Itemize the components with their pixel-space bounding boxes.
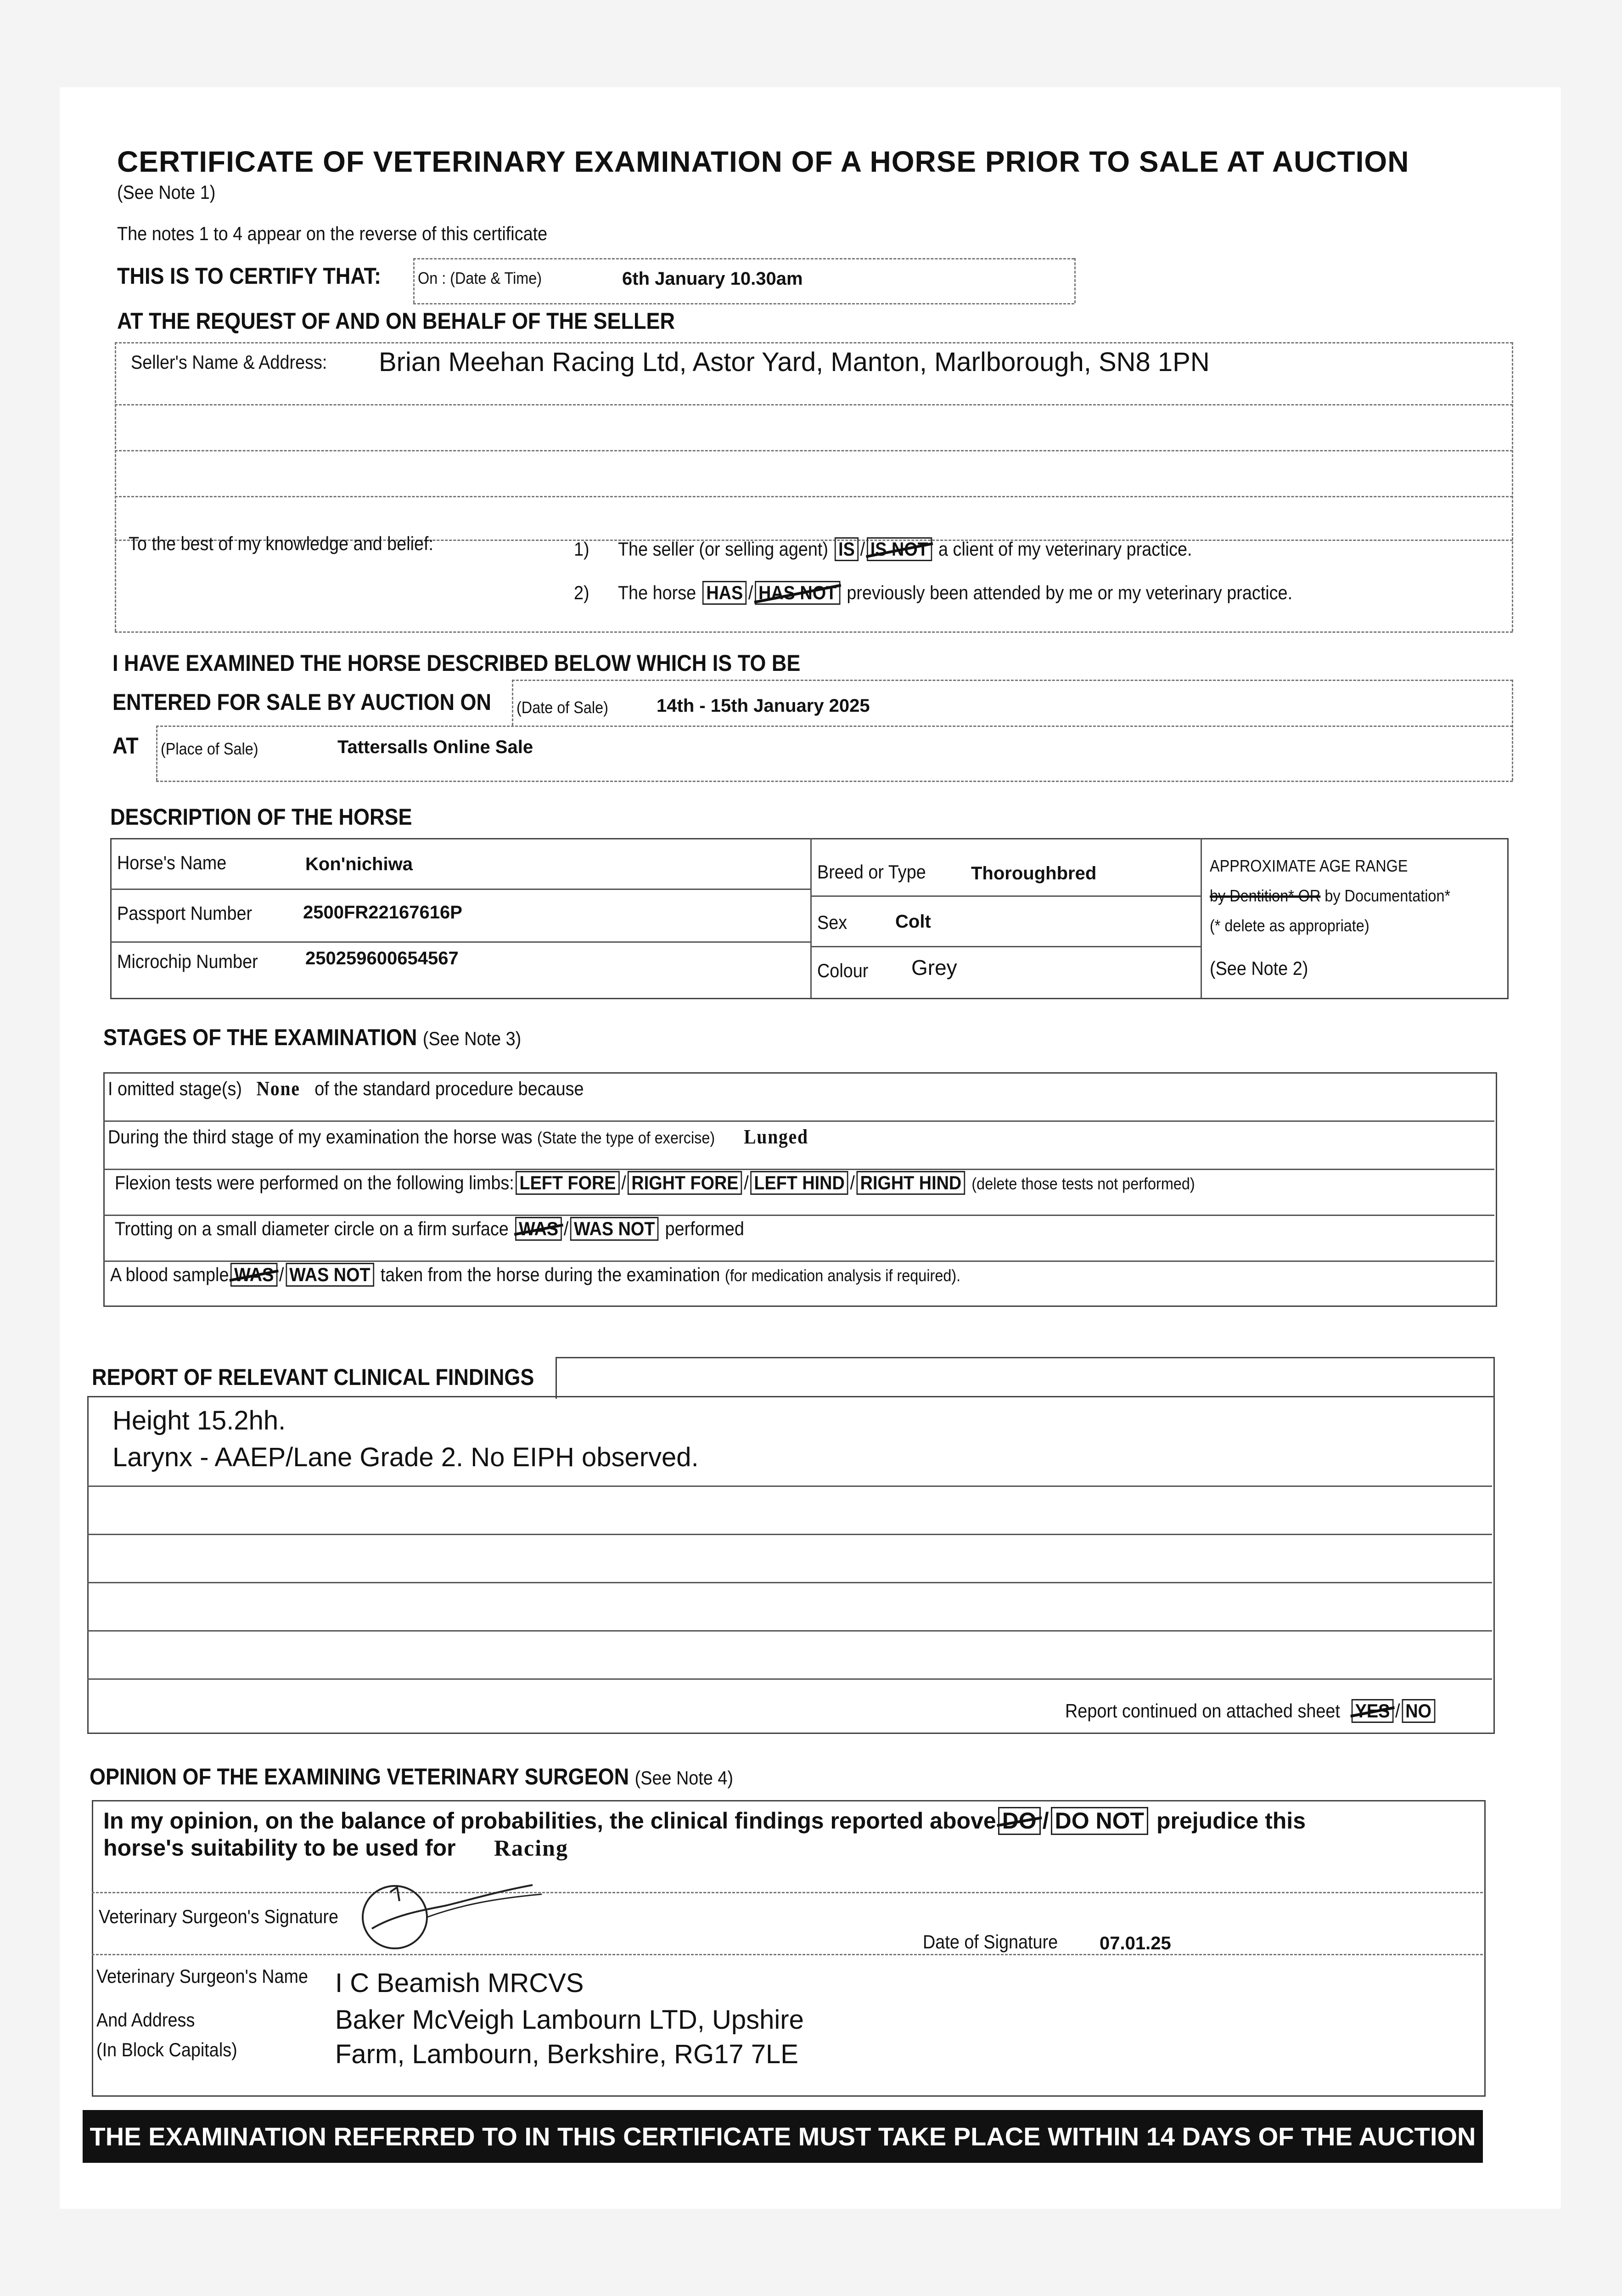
certificate-title: CERTIFICATE OF VETERINARY EXAMINATION OF A HORSE PRIOR TO SALE AT AUCTION xyxy=(117,145,1409,178)
horse-name-value[interactable]: Kon'nichiwa xyxy=(305,854,413,874)
report-continued-row xyxy=(1065,1699,1437,1723)
passport-value[interactable]: 2500FR22167616P xyxy=(303,902,462,923)
trot-pre: Trotting on a small diameter circle on a firm surface xyxy=(115,1218,509,1239)
date-of-signature-label: Date of Signature xyxy=(923,1931,1058,1953)
separator: / xyxy=(1042,1808,1049,1834)
continued-no-option[interactable]: NO xyxy=(1402,1699,1435,1723)
continued-label: Report continued on attached sheet xyxy=(1065,1700,1340,1722)
omitted-stages-row xyxy=(108,1077,584,1100)
left-fore-option[interactable]: LEFT FORE xyxy=(516,1171,619,1195)
item1-text: The seller (or selling agent) xyxy=(617,538,828,560)
item2-number: 2) xyxy=(574,582,589,603)
description-heading: DESCRIPTION OF THE HORSE xyxy=(110,804,412,830)
item1-number: 1) xyxy=(574,538,589,560)
right-hind-option[interactable]: RIGHT HIND xyxy=(857,1171,965,1195)
examined-heading-2: ENTERED FOR SALE BY AUCTION ON xyxy=(112,689,492,715)
knowledge-item-1 xyxy=(574,537,1192,561)
opinion-title: OPINION OF THE EXAMINING VETERINARY SURGEON xyxy=(90,1764,629,1790)
right-fore-option[interactable]: RIGHT FORE xyxy=(628,1171,742,1195)
certify-label: THIS IS TO CERTIFY THAT: xyxy=(117,263,382,289)
vet-name-value[interactable]: I C Beamish MRCVS xyxy=(335,1968,584,1998)
do-option-struck[interactable]: DO xyxy=(998,1807,1041,1835)
passport-label: Passport Number xyxy=(117,902,253,924)
vet-name-label: Veterinary Surgeon's Name xyxy=(96,1965,309,1987)
colour-value[interactable]: Grey xyxy=(911,956,957,979)
vet-address-line-1[interactable]: Baker McVeigh Lambourn LTD, Upshire xyxy=(335,2005,804,2035)
omitted-pre: I omitted stage(s) xyxy=(108,1078,242,1099)
breed-label: Breed or Type xyxy=(817,861,926,883)
item2-text: The horse xyxy=(617,582,696,603)
examined-heading-1: I HAVE EXAMINED THE HORSE DESCRIBED BELOW WHICH IS TO BE xyxy=(112,650,801,676)
report-heading: REPORT OF RELEVANT CLINICAL FINDINGS xyxy=(92,1364,534,1390)
separator: / xyxy=(621,1172,626,1193)
blood-post: taken from the horse during the examination xyxy=(380,1264,720,1285)
third-pre: During the third stage of my examination the horse was xyxy=(108,1126,533,1148)
intended-use-value[interactable]: Racing xyxy=(494,1835,568,1861)
stages-heading xyxy=(103,1024,521,1051)
separator: / xyxy=(563,1218,569,1239)
date-of-sale-value[interactable]: 14th - 15th January 2025 xyxy=(657,696,870,716)
blood-was-not-option[interactable]: WAS NOT xyxy=(286,1263,374,1287)
opinion-text2: prejudice this xyxy=(1156,1808,1306,1834)
opinion-text3: horse's suitability to be used for xyxy=(103,1835,456,1861)
knowledge-label: To the best of my knowledge and belief: xyxy=(129,533,434,554)
report-line-2[interactable]: Larynx - AAEP/Lane Grade 2. No EIPH observed. xyxy=(112,1442,699,1472)
exam-date-value[interactable]: 6th January 10.30am xyxy=(622,269,803,289)
horse-name-label: Horse's Name xyxy=(117,852,227,873)
sex-label: Sex xyxy=(817,912,847,933)
exercise-value[interactable]: Lunged xyxy=(744,1125,808,1148)
microchip-label: Microchip Number xyxy=(117,951,258,972)
flexion-post: (delete those tests not performed) xyxy=(971,1174,1195,1193)
signature-graphic[interactable] xyxy=(358,1874,560,1956)
separator: / xyxy=(279,1264,284,1285)
sex-value[interactable]: Colt xyxy=(895,912,931,932)
see-note-1: (See Note 1) xyxy=(117,181,216,203)
by-dentition-struck[interactable]: by Dentition* OR xyxy=(1210,886,1321,905)
has-option[interactable]: HAS xyxy=(702,581,746,605)
report-line-1[interactable]: Height 15.2hh. xyxy=(112,1406,286,1435)
colour-label: Colour xyxy=(817,960,869,981)
opinion-text1: In my opinion, on the balance of probabilities, the clinical findings reported above xyxy=(103,1808,996,1834)
omitted-value[interactable]: None xyxy=(256,1077,300,1100)
age-range-label: APPROXIMATE AGE RANGE xyxy=(1210,856,1408,875)
separator: / xyxy=(744,1172,749,1193)
date-of-sale-label: (Date of Sale) xyxy=(516,698,608,717)
seller-label: Seller's Name & Address: xyxy=(131,351,327,373)
footer-banner: THE EXAMINATION REFERRED TO IN THIS CERTIFICATE MUST TAKE PLACE WITHIN 14 DAYS OF THE AUCTION xyxy=(83,2110,1483,2163)
item2-post: previously been attended by me or my veterinary practice. xyxy=(847,582,1293,603)
left-hind-option[interactable]: LEFT HIND xyxy=(750,1171,848,1195)
blood-pre: A blood sample xyxy=(110,1264,229,1285)
flexion-row xyxy=(115,1171,1195,1195)
trot-post: performed xyxy=(665,1218,744,1239)
date-of-signature-value[interactable]: 07.01.25 xyxy=(1100,1933,1171,1953)
trot-was-not-option[interactable]: WAS NOT xyxy=(570,1217,659,1241)
opinion-note: (See Note 4) xyxy=(634,1767,733,1789)
third-small: (State the type of exercise) xyxy=(537,1128,715,1147)
blood-was-struck[interactable]: WAS xyxy=(230,1263,277,1287)
age-see-note: (See Note 2) xyxy=(1210,957,1308,979)
stages-note: (See Note 3) xyxy=(422,1028,522,1049)
is-not-option-struck[interactable]: IS NOT xyxy=(867,537,932,561)
blood-small: (for medication analysis if required). xyxy=(724,1266,961,1285)
continued-yes-struck[interactable]: YES xyxy=(1352,1699,1394,1723)
vet-address-line-2[interactable]: Farm, Lambourn, Berkshire, RG17 7LE xyxy=(335,2039,798,2069)
separator: / xyxy=(850,1172,855,1193)
breed-value[interactable]: Thoroughbred xyxy=(971,863,1097,884)
block-capitals-label: (In Block Capitals) xyxy=(96,2039,237,2060)
separator: / xyxy=(748,582,753,603)
trot-was-struck[interactable]: WAS xyxy=(515,1217,562,1241)
opinion-text-line-1 xyxy=(103,1807,1306,1835)
age-range-method xyxy=(1210,886,1450,906)
has-not-option-struck[interactable]: HAS NOT xyxy=(755,581,840,605)
flexion-pre: Flexion tests were performed on the following limbs: xyxy=(115,1172,514,1193)
on-date-label: On : (Date & Time) xyxy=(418,269,542,287)
separator: / xyxy=(860,538,865,560)
report-header-field xyxy=(556,1357,1495,1399)
at-label: AT xyxy=(112,733,139,759)
age-delete-note: (* delete as appropriate) xyxy=(1210,916,1369,935)
trotting-row xyxy=(115,1217,744,1241)
notes-line: The notes 1 to 4 appear on the reverse of this certificate xyxy=(117,223,548,244)
place-of-sale-label: (Place of Sale) xyxy=(161,739,258,758)
knowledge-item-2 xyxy=(574,581,1292,605)
item1-post: a client of my veterinary practice. xyxy=(938,538,1192,560)
request-heading: AT THE REQUEST OF AND ON BEHALF OF THE SELLER xyxy=(117,308,675,334)
microchip-value[interactable]: 250259600654567 xyxy=(305,948,459,968)
omitted-post: of the standard procedure because xyxy=(314,1078,584,1099)
opinion-heading xyxy=(90,1763,733,1790)
third-stage-row xyxy=(108,1125,808,1148)
by-documentation[interactable]: by Documentation* xyxy=(1325,886,1451,905)
opinion-text-line-2 xyxy=(103,1835,568,1861)
address-label: And Address xyxy=(96,2009,195,2031)
do-not-option[interactable]: DO NOT xyxy=(1051,1807,1148,1835)
stages-title: STAGES OF THE EXAMINATION xyxy=(103,1024,417,1050)
blood-sample-row xyxy=(110,1263,960,1287)
is-option[interactable]: IS xyxy=(835,537,859,561)
separator: / xyxy=(1395,1700,1400,1722)
signature-label: Veterinary Surgeon's Signature xyxy=(99,1906,339,1927)
place-of-sale-value[interactable]: Tattersalls Online Sale xyxy=(337,737,533,757)
seller-name-address[interactable]: Brian Meehan Racing Ltd, Astor Yard, Manton, Marlborough, SN8 1PN xyxy=(379,347,1210,377)
